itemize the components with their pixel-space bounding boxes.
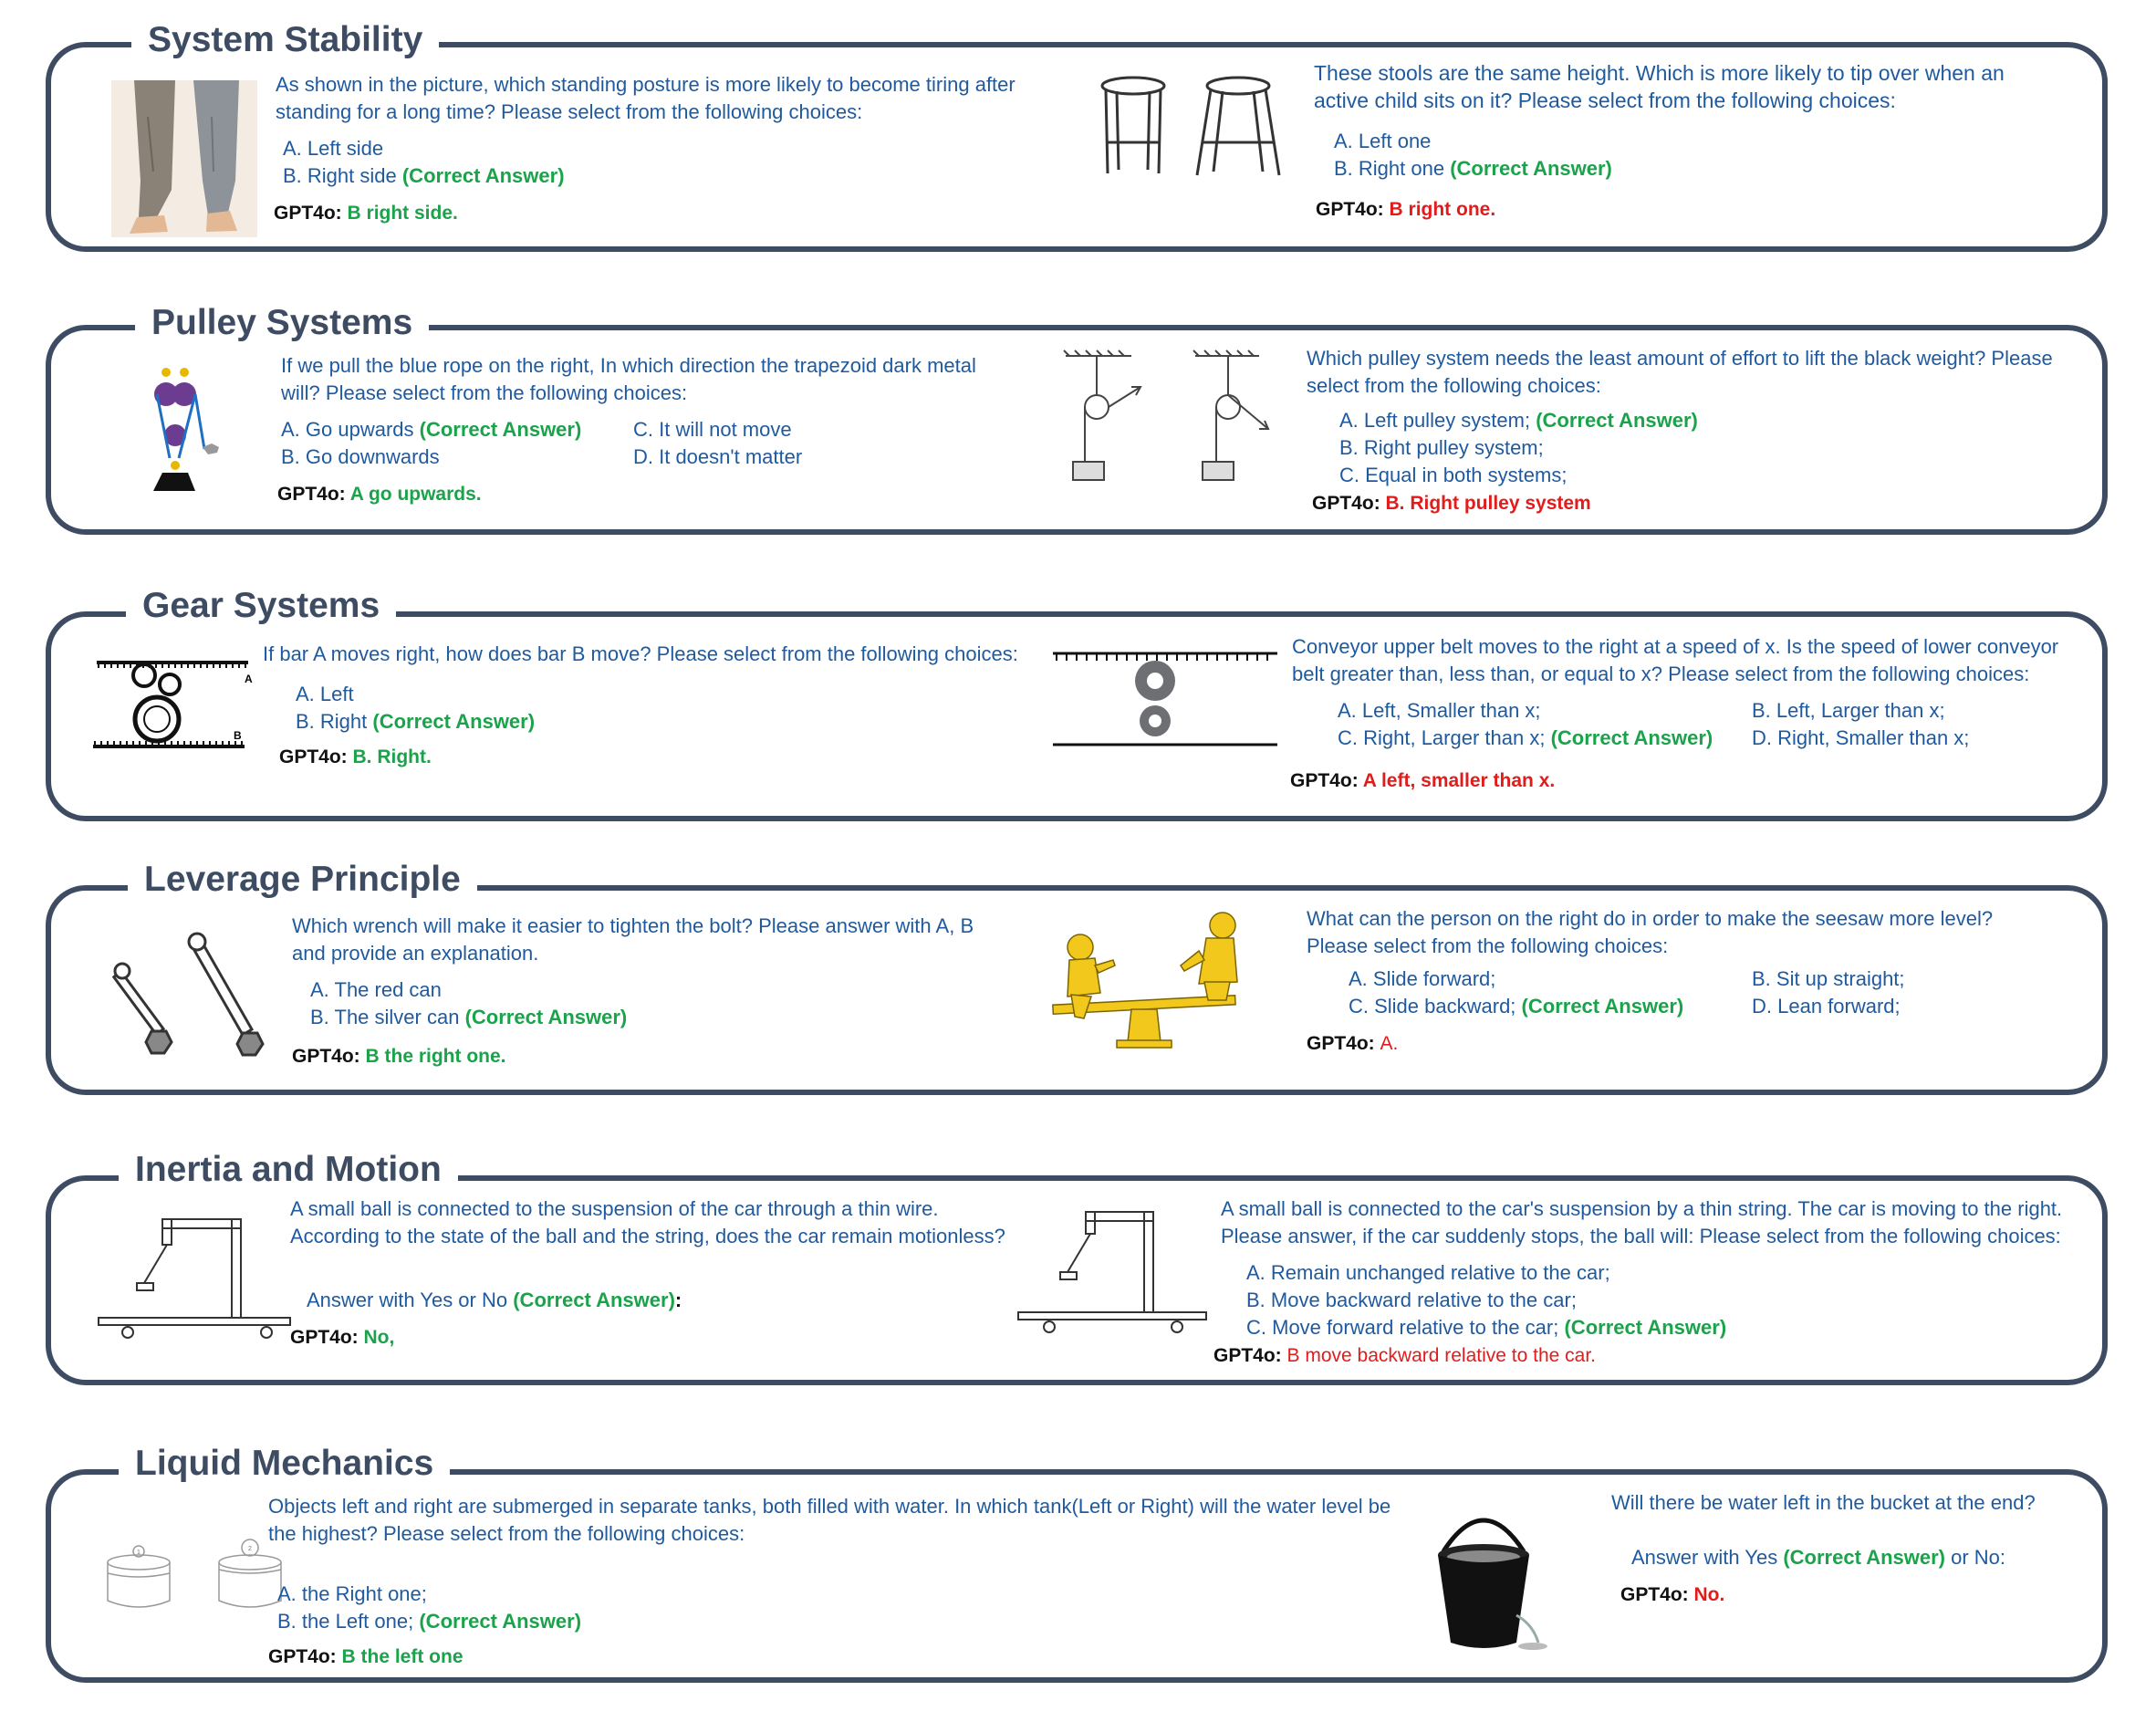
answer-prompt: Answer with Yes or No (Correct Answer):: [307, 1289, 682, 1311]
answer-prompt: Answer with Yes (Correct Answer) or No:: [1631, 1546, 2006, 1569]
tank-1-label: 1: [137, 1550, 141, 1556]
option: B. Go downwards: [281, 445, 440, 468]
option: B. Right pulley system;: [1339, 436, 1544, 459]
standing-legs-figure: [111, 80, 257, 237]
option-correct: A. Go upwards (Correct Answer): [281, 418, 582, 441]
section-pulley-systems: [46, 301, 2108, 537]
gpt4o-answer: GPT4o: B the left one: [268, 1646, 463, 1667]
wrenches-figure: [115, 931, 288, 1068]
bar-a-label: A: [245, 673, 253, 685]
option-correct: B. the Left one; (Correct Answer): [277, 1610, 582, 1633]
gear-racks-figure: [91, 655, 255, 756]
option-correct: C. Slide backward; (Correct Answer): [1349, 995, 1684, 1018]
option: D. It doesn't matter: [633, 445, 803, 468]
option: A. Left side: [283, 137, 384, 160]
bar-b-label: B: [234, 729, 242, 742]
section-system-stability: [46, 18, 2108, 254]
option: C. Equal in both systems;: [1339, 464, 1568, 486]
seesaw-figure: [1044, 905, 1254, 1051]
option: C. It will not move: [633, 418, 792, 441]
gpt4o-answer: GPT4o: A left, smaller than x.: [1290, 770, 1556, 791]
question-text: Which pulley system needs the least amount of effort to lift the black weight? Please select from the following choices:: [1307, 347, 2053, 397]
question-text: Which wrench will make it easier to tighten the bolt? Please answer with A, B and provide an explanation.: [292, 914, 974, 965]
water-tanks-figure: [84, 1531, 294, 1632]
two-pulley-systems-figure: [1060, 349, 1279, 485]
question-text: What can the person on the right do in order to make the seesaw more level? Please select from the following choices:: [1307, 907, 1994, 957]
tank-2-label: 2: [248, 1546, 252, 1552]
question-text: As shown in the picture, which standing posture is more likely to become tiring after standing for a long time? Please select from the following choices:: [276, 73, 1016, 123]
question-text: Will there be water left in the bucket at the end?: [1611, 1491, 2036, 1514]
car-pendulum-moving-figure: [1016, 1206, 1217, 1340]
option: B. Left, Larger than x;: [1752, 699, 1945, 722]
gpt4o-answer: GPT4o: A.: [1307, 1033, 1399, 1054]
gpt4o-answer: GPT4o: B the right one.: [292, 1046, 506, 1067]
stools-figure: [1077, 71, 1296, 181]
option: A. the Right one;: [277, 1582, 427, 1605]
section-inertia-and-motion: [46, 1148, 2108, 1387]
option: A. Left: [296, 683, 354, 705]
option-correct: B. The silver can (Correct Answer): [310, 1006, 628, 1028]
section-title: System Stability: [131, 18, 439, 62]
gpt4o-answer: GPT4o: B. Right pulley system: [1312, 493, 1591, 514]
gpt4o-answer: GPT4o: A go upwards.: [277, 484, 482, 505]
gpt4o-answer: GPT4o: B right side.: [274, 203, 458, 224]
option: B. Move backward relative to the car;: [1246, 1289, 1577, 1311]
option: D. Lean forward;: [1752, 995, 1901, 1018]
option: D. Right, Smaller than x;: [1752, 726, 1970, 749]
section-title: Pulley Systems: [135, 301, 429, 345]
section-title: Leverage Principle: [128, 858, 477, 902]
option-correct: B. Right (Correct Answer): [296, 710, 536, 733]
pulley-rig-figure: [142, 367, 252, 495]
section-gear-systems: [46, 584, 2108, 823]
option-correct: A. Left pulley system; (Correct Answer): [1339, 409, 1698, 432]
question-text: These stools are the same height. Which is more likely to tip over when an active child sits on it? Please select from the following choices:: [1314, 61, 2005, 112]
leaking-bucket-figure: [1425, 1497, 1553, 1652]
car-pendulum-still-figure: [97, 1214, 297, 1341]
option-correct: B. Right one (Correct Answer): [1334, 157, 1612, 180]
option: A. Left one: [1334, 130, 1432, 152]
option-correct: C. Move forward relative to the car; (Correct Answer): [1246, 1316, 1727, 1339]
question-text: If bar A moves right, how does bar B move? Please select from the following choices:: [263, 642, 1018, 665]
option: A. Slide forward;: [1349, 967, 1496, 990]
gpt4o-answer: GPT4o: B move backward relative to the car.: [1213, 1345, 1597, 1366]
section-title: Inertia and Motion: [119, 1148, 458, 1192]
option: A. Remain unchanged relative to the car;: [1246, 1261, 1610, 1284]
option-correct: B. Right side (Correct Answer): [283, 164, 565, 187]
option-correct: C. Right, Larger than x; (Correct Answer): [1338, 726, 1713, 749]
question-text: Objects left and right are submerged in separate tanks, both filled with water. In which tank(Left or Right) will the water level be the highest? Please select from the following choices:: [268, 1495, 1391, 1545]
option: A. The red can: [310, 978, 442, 1001]
section-liquid-mechanics: [46, 1442, 2108, 1685]
question-text: A small ball is connected to the car's suspension by a thin string. The car is moving to the right. Please answer, if the car suddenly stops, the ball will: Please select from the following choices:: [1221, 1197, 2063, 1247]
conveyor-gears-figure: [1051, 648, 1279, 748]
option: A. Left, Smaller than x;: [1338, 699, 1541, 722]
gpt4o-answer: GPT4o: No,: [290, 1327, 395, 1348]
gpt4o-answer: GPT4o: B right one.: [1316, 199, 1496, 220]
question-text: If we pull the blue rope on the right, In which direction the trapezoid dark metal will? Please select from the following choices:: [281, 354, 976, 404]
option: B. Sit up straight;: [1752, 967, 1905, 990]
gpt4o-answer: GPT4o: No.: [1620, 1584, 1725, 1605]
question-text: Conveyor upper belt moves to the right at a speed of x. Is the speed of lower conveyor belt greater than, less than, or equal to x? Please select from the following choices:: [1292, 635, 2059, 685]
section-title: Liquid Mechanics: [119, 1442, 450, 1486]
section-title: Gear Systems: [126, 584, 396, 628]
gpt4o-answer: GPT4o: B. Right.: [279, 746, 432, 767]
question-text: A small ball is connected to the suspension of the car through a thin wire. According to the state of the ball and the string, does the car remain motionless?: [290, 1197, 1005, 1247]
section-leverage-principle: [46, 858, 2108, 1097]
